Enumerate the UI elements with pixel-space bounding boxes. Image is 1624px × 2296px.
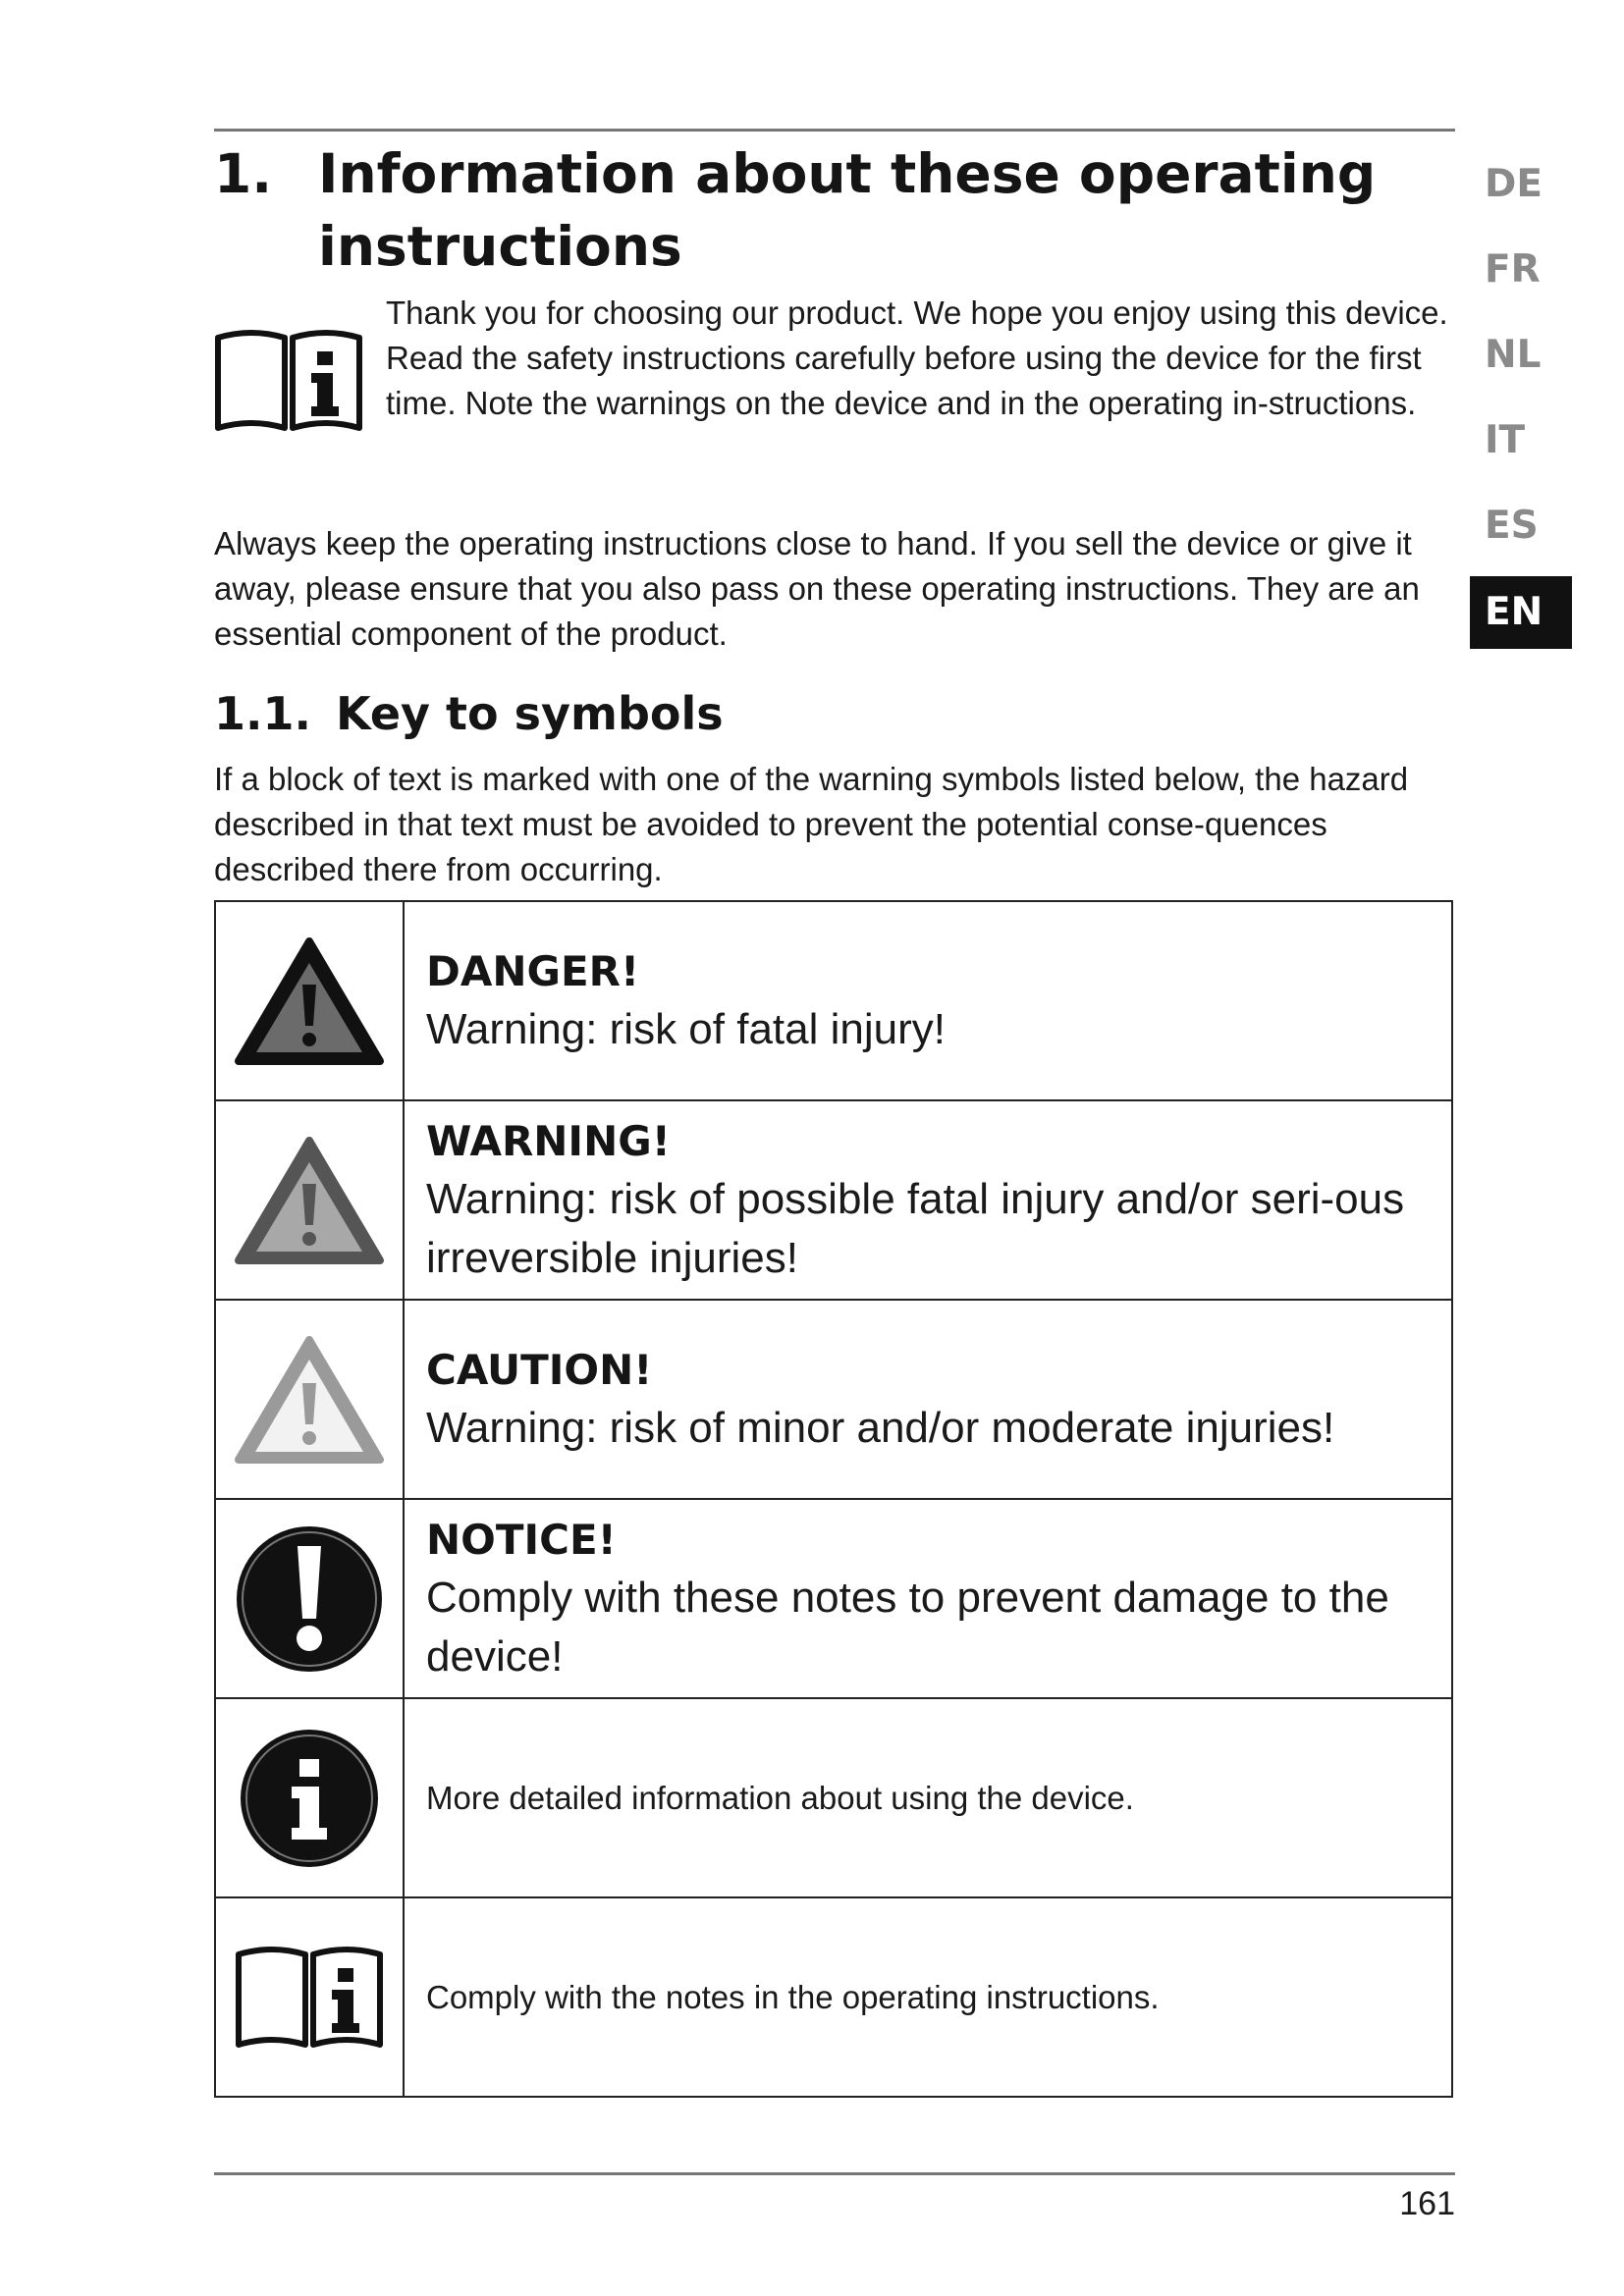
symbol-row-danger (215, 901, 1452, 1100)
symbol-description: More detailed information about using the device. (426, 1779, 1134, 1816)
keep-instructions-paragraph: Always keep the operating instructions close to hand. If you sell the device or give it away, please ensure that you also pass on these operating instructions. They are an essential component of the product. (214, 525, 1420, 652)
symbol-table (214, 900, 1453, 2098)
symbol-row-caution (215, 1300, 1452, 1499)
symbol-title: CAUTION! (426, 1345, 653, 1394)
symbol-title: DANGER! (426, 946, 640, 995)
symbol-description: Warning: risk of possible fatal injury and/or seri-ous irreversible injuries! (426, 1174, 1405, 1282)
symbol-row-notice (215, 1499, 1452, 1698)
section-number: 1.1. (214, 687, 311, 740)
intro-text (386, 291, 1456, 426)
symbol-title: NOTICE! (426, 1515, 617, 1564)
bottom-rule (214, 2172, 1455, 2175)
page-title (214, 137, 1422, 283)
language-tab-en[interactable]: EN (1470, 576, 1572, 649)
symbol-row-manual (215, 1897, 1452, 2097)
section-heading (214, 683, 724, 744)
symbol-description: Warning: risk of minor and/or moderate injuries! (426, 1403, 1335, 1452)
symbol-row-info (215, 1698, 1452, 1897)
symbol-row-warning (215, 1100, 1452, 1300)
heading-number: 1. (214, 142, 273, 205)
manual-book-icon (235, 1941, 384, 2054)
caution-triangle-icon (233, 1334, 386, 1466)
section-paragraph: If a block of text is marked with one of the warning symbols listed below, the hazard described in that text must be avoided to prevent the potential conse-quences described there from occurring. (214, 761, 1409, 887)
symbol-description: Comply with these notes to prevent damage to the device! (426, 1573, 1389, 1681)
intro-line-1: Thank you for choosing our product. We hope you enjoy using this device. (386, 294, 1448, 331)
language-tab-fr[interactable]: FR (1485, 247, 1541, 292)
language-tab-it[interactable]: IT (1485, 418, 1526, 462)
language-tabs (1470, 155, 1572, 675)
symbol-title: WARNING! (426, 1116, 671, 1165)
symbol-description: Comply with the notes in the operating instructions. (426, 1978, 1160, 2015)
section-title: Key to symbols (336, 687, 724, 740)
manual-book-icon (214, 324, 363, 437)
top-rule (214, 129, 1455, 132)
symbol-description: Warning: risk of fatal injury! (426, 1004, 946, 1053)
language-tab-es[interactable]: ES (1485, 504, 1539, 548)
intro-line-2: Read the safety instructions carefully before using the device for the first time. Note the warnings on the device and in the operating in-structions. (386, 340, 1422, 421)
info-circle-icon (237, 1726, 382, 1871)
page-number: 161 (1399, 2185, 1455, 2222)
notice-exclamation-icon (233, 1522, 386, 1676)
language-tab-nl[interactable]: NL (1485, 333, 1542, 377)
heading-title: Information about these operating instructions (318, 142, 1377, 278)
language-tab-de[interactable]: DE (1485, 162, 1543, 206)
danger-triangle-icon (233, 935, 386, 1067)
warning-triangle-icon (233, 1135, 386, 1266)
